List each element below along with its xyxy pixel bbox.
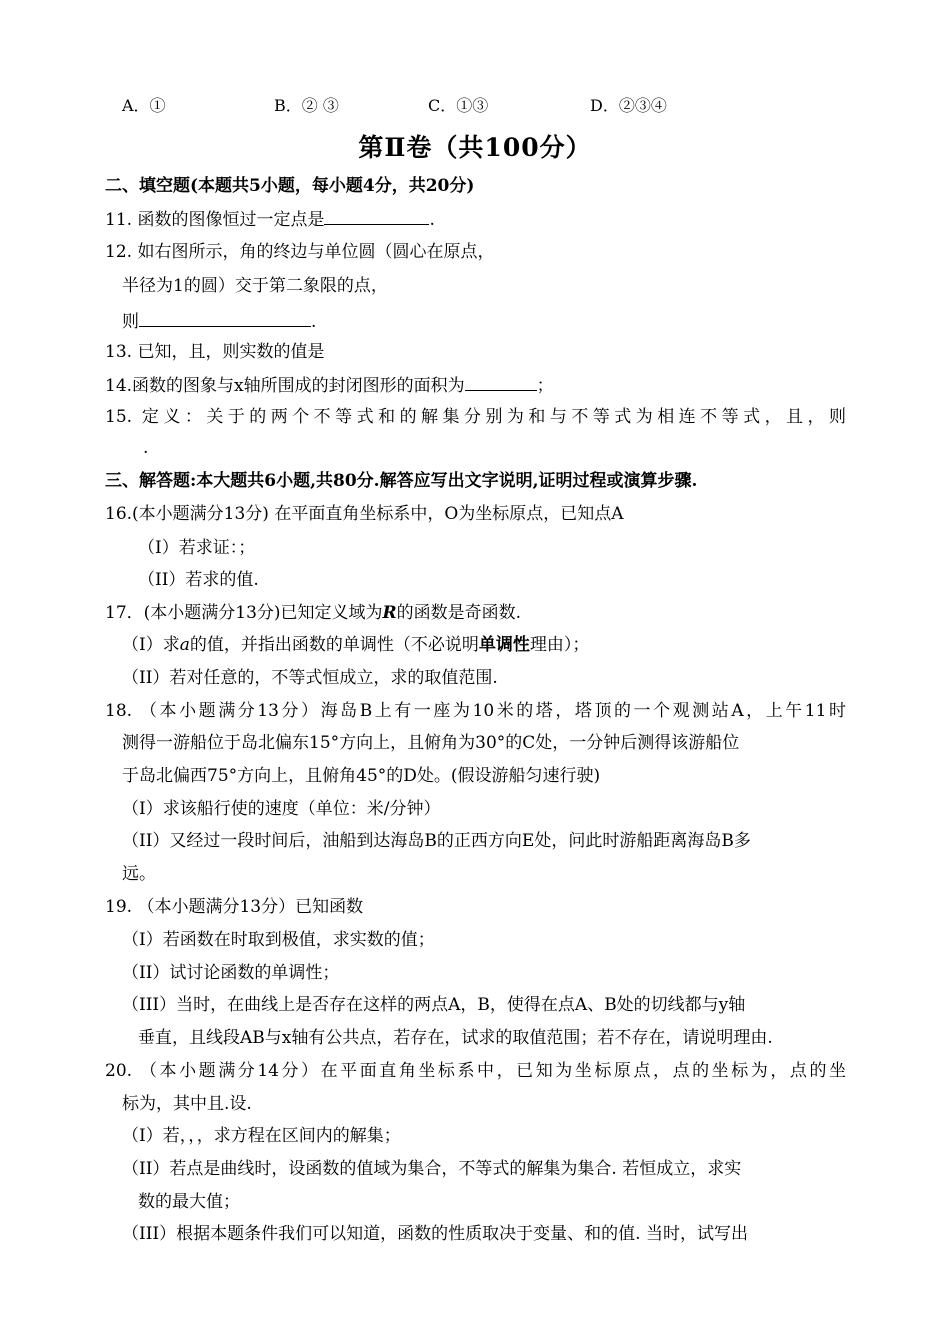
question-15-line-2: .	[143, 438, 149, 458]
answer-blank	[465, 372, 537, 391]
fill-in-heading: 二、填空题(本题共5小题，每小题4分，共20分)	[105, 176, 475, 196]
question-20-line-2: 标为，其中且.设.	[122, 1094, 252, 1114]
question-18-line-3: 于岛北偏西75°方向上，且俯角45°的D处。(假设游船匀速行驶)	[122, 766, 601, 786]
question-12-end: .	[311, 312, 317, 332]
question-11-end: .	[429, 210, 435, 230]
question-18-part-2-line-2: 远。	[122, 864, 156, 884]
question-16: 16.(本小题满分13分) 在平面直角坐标系中，O为坐标原点，已知点A	[105, 504, 624, 524]
question-11	[105, 206, 435, 232]
choice-a: A．①	[122, 96, 166, 115]
section-title: 第Ⅱ卷（共100分）	[358, 133, 592, 162]
question-18-line-1: 18. （本小题满分13分）海岛B上有一座为10米的塔，塔顶的一个观测站A，上午11时	[105, 701, 846, 721]
choice-d: D．②③④	[590, 96, 667, 115]
question-12-line-1: 12. 如右图所示，角的终边与单位圆（圆心在原点，	[105, 242, 495, 262]
question-19-part-2: （II）试讨论函数的单调性；	[122, 963, 340, 983]
variable-a: a	[179, 635, 190, 655]
question-19-part-3-line-2: 垂直，且线段AB与x轴有公共点，若存在，试求的取值范围；若不存在，请说明理由.	[138, 1028, 773, 1048]
set-r-symbol: R	[382, 603, 397, 623]
answer-blank	[139, 308, 311, 327]
question-13: 13. 已知，且，则实数的值是	[105, 342, 325, 362]
question-14-end: ；	[536, 376, 554, 396]
question-15-line-1: 15. 定义：关于的两个不等式和的解集分别为和与不等式为相连不等式，且，则	[105, 407, 846, 427]
question-19-part-1: （I）若函数在时取到极值，求实数的值；	[122, 930, 435, 950]
question-17-part-1	[122, 633, 589, 657]
question-18-part-1: （I）求该船行使的速度（单位：米/分钟）	[122, 799, 441, 819]
question-12-line-3	[122, 308, 316, 334]
question-17-text-a: 17．(本小题满分13分)已知定义域为	[105, 603, 383, 623]
question-17-part-1-a: （I）求	[122, 635, 180, 655]
question-17-part-1-b: 的值，并指出函数的单调性（不必说明	[189, 635, 479, 655]
question-20-part-1: （I）若，，，求方程在区间内的解集；	[122, 1126, 401, 1146]
question-20-part-2-line-2: 数的最大值；	[138, 1192, 240, 1212]
choice-b: B．② ③	[274, 96, 339, 115]
question-12-line-2: 半径为1的圆）交于第二象限的点，	[122, 276, 388, 296]
question-16-part-1: （I）若求证：；	[138, 538, 256, 558]
monotonicity-bold: 单调性	[478, 635, 530, 655]
question-19-part-3-line-1: （III）当时，在曲线上是否存在这样的两点A，B，使得在点A、B处的切线都与y轴	[122, 995, 746, 1015]
question-11-text: 11. 函数的图像恒过一定点是	[105, 210, 325, 230]
question-14	[105, 372, 554, 398]
question-12-text: 则	[122, 312, 139, 332]
question-20-part-2-line-1: （II）若点是曲线时，设函数的值域为集合，不等式的解集为集合. 若恒成立，求实	[122, 1159, 742, 1179]
question-17-part-2: （II）若对任意的，不等式恒成立，求的取值范围.	[122, 668, 498, 688]
question-20-part-3: （III）根据本题条件我们可以知道，函数的性质取决于变量、和的值. 当时，试写出	[122, 1224, 748, 1244]
question-14-text: 14.函数的图象与x轴所围成的封闭图形的面积为	[105, 376, 465, 396]
answer-blank	[324, 206, 429, 225]
question-17-part-1-c: 理由）；	[529, 635, 590, 655]
question-18-line-2: 测得一游船位于岛北偏东15°方向上，且俯角为30°的C处，一分钟后测得该游船位	[122, 733, 740, 753]
question-17	[105, 601, 521, 625]
question-18-part-2-line-1: （II）又经过一段时间后，油船到达海岛B的正西方向E处，问此时游船距离海岛B多	[122, 831, 751, 851]
question-16-part-2: （II）若求的值.	[138, 570, 259, 590]
question-20-line-1: 20. （本小题满分14分）在平面直角坐标系中，已知为坐标原点，点的坐标为，点的坐	[105, 1061, 846, 1081]
question-19: 19. （本小题满分13分）已知函数	[105, 897, 364, 917]
solution-heading: 三、解答题:本大题共6小题,共80分.解答应写出文字说明,证明过程或演算步骤.	[105, 471, 698, 491]
choice-c: C．①③	[428, 96, 489, 115]
question-17-text-b: 的函数是奇函数.	[396, 603, 522, 623]
